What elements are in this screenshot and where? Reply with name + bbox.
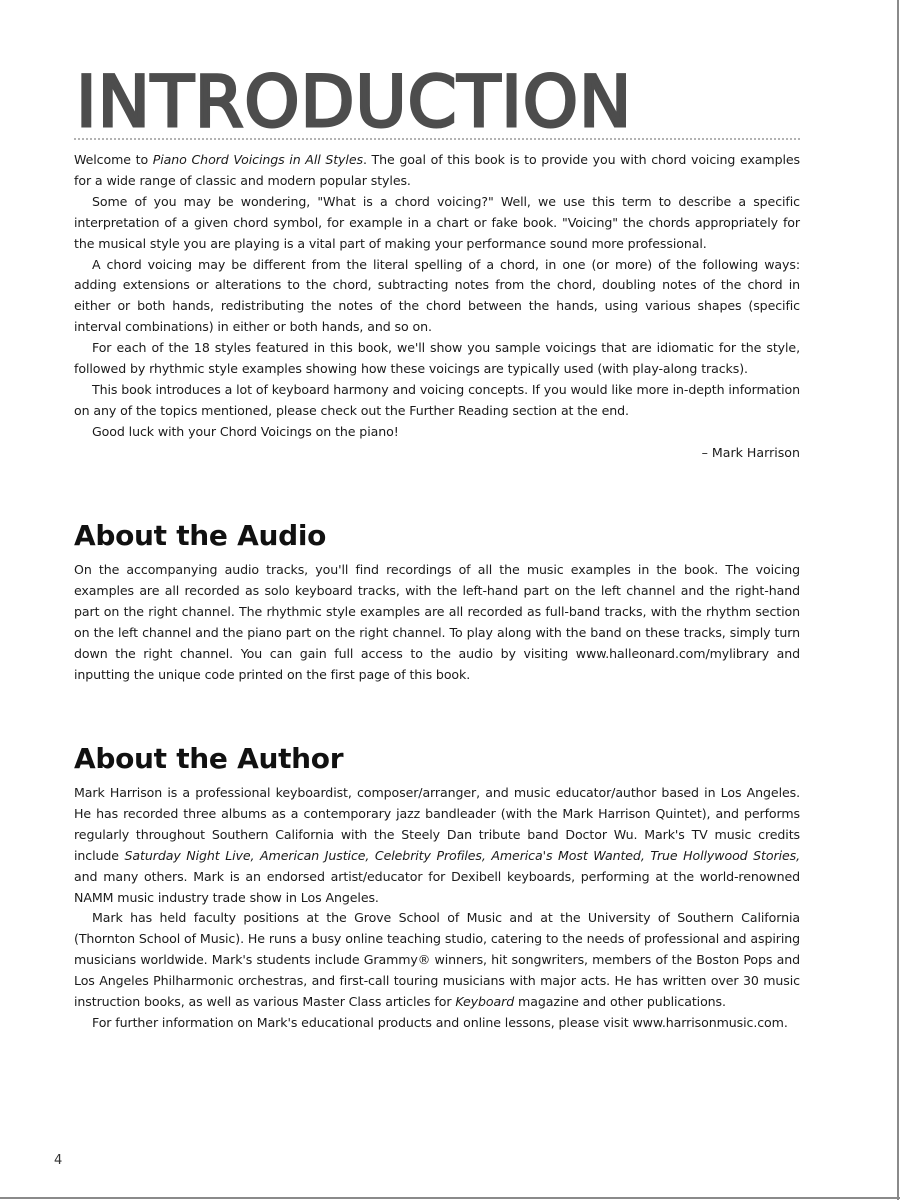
- author-paragraph-2: [74, 908, 800, 1013]
- page-number: 4: [54, 1153, 63, 1168]
- intro-paragraph-3: A chord voicing may be different from the literal spelling of a chord, in one (or more) of the following ways: adding extensions or alterations to the chord, subtracting notes from the chord, doubling notes of the chord in either or both hands, redistributing the notes of the chord between the hands, using various shapes (specific interval combinations) in either or both hands, and so on.: [74, 256, 800, 335]
- author-p2-text-b: magazine and other publications.: [514, 994, 726, 1010]
- intro-paragraph-5: This book introduces a lot of keyboard harmony and voicing concepts. If you would like more in-depth information on any of the topics mentioned, please check out the Further Reading section at the end.: [74, 381, 800, 418]
- page-edge-right: [897, 0, 899, 1200]
- book-title-italic: Piano Chord Voicings in All Styles: [152, 152, 363, 167]
- author-p1-text-a: Mark Harrison is a professional keyboardist, composer/arranger, and music educator/author based in Los Angeles. He has recorded three albums as a contemporary jazz bandleader (with the Mark Harrison Quintet), and performs regularly throughout Southern California with the Steely Dan tribute band Doctor Wu. Mark's TV music credits include: [74, 785, 800, 863]
- introduction-section: [74, 150, 800, 464]
- audio-paragraph: On the accompanying audio tracks, you'll find recordings of all the music examples in the book. The voicing examples are all recorded as solo keyboard tracks, with the left-hand part on the left channel and the right-hand part on the right channel. The rhythmic style examples are all recorded as full-band tracks, with the rhythm section on the left channel and the piano part on the right channel. To play along with the band on these tracks, simply turn down the right channel. You can gain full access to the audio by visiting www.halleonard.com/mylibrary and inputting the unique code printed on the first page of this book.: [74, 562, 800, 682]
- intro-p1-text-b: . The goal of this book is to provide you with chord voicing examples for a wide range of classic and modern popular styles.: [74, 152, 800, 188]
- intro-paragraph-2: Some of you may be wondering, "What is a chord voicing?" Well, we use this term to describe a specific interpretation of a given chord symbol, for example in a chart or fake book. "Voicing" the chords appropriately for the musical style you are playing is a vital part of making your performance sound more professional.: [74, 193, 800, 251]
- page-title: INTRODUCTION: [76, 61, 633, 143]
- author-section: [74, 783, 800, 1034]
- author-paragraph-1: [74, 783, 800, 908]
- author-heading: About the Author: [74, 742, 344, 775]
- author-paragraph-3: For further information on Mark's educational products and online lessons, please visit www.harrisonmusic.com.: [92, 1014, 788, 1030]
- page-edge-bottom: [0, 1197, 900, 1199]
- intro-paragraph-4: For each of the 18 styles featured in this book, we'll show you sample voicings that are idiomatic for the style, followed by rhythmic style examples showing how these voicings are typically used (with play-along tracks).: [74, 340, 800, 377]
- intro-paragraph-6: Good luck with your Chord Voicings on the piano!: [92, 423, 399, 439]
- title-divider: [74, 138, 800, 140]
- author-p1-text-b: and many others. Mark is an endorsed artist/educator for Dexibell keyboards, performing at the world-renowned NAMM music industry trade show in Los Angeles.: [74, 868, 800, 905]
- author-signature: – Mark Harrison: [701, 444, 800, 460]
- intro-p1-text-a: Welcome to: [74, 152, 153, 167]
- audio-section: [74, 560, 800, 685]
- intro-paragraph-1: [74, 150, 800, 192]
- audio-heading: About the Audio: [74, 519, 327, 552]
- tv-credits-italic: Saturday Night Live, American Justice, Celebrity Profiles, America's Most Wanted, True Hollywood Stories,: [124, 847, 800, 863]
- author-p2-text-a: Mark has held faculty positions at the Grove School of Music and at the University of Southern California (Thornton School of Music). He runs a busy online teaching studio, catering to the needs of professional and aspiring musicians worldwide. Mark's students include Grammy® winners, hit songwriters, members of the Boston Pops and Los Angeles Philharmonic orchestras, and first-call touring musicians with major acts. He has written over 30 music instruction books, as well as various Master Class articles for: [74, 910, 800, 1010]
- magazine-name-italic: Keyboard: [455, 994, 515, 1010]
